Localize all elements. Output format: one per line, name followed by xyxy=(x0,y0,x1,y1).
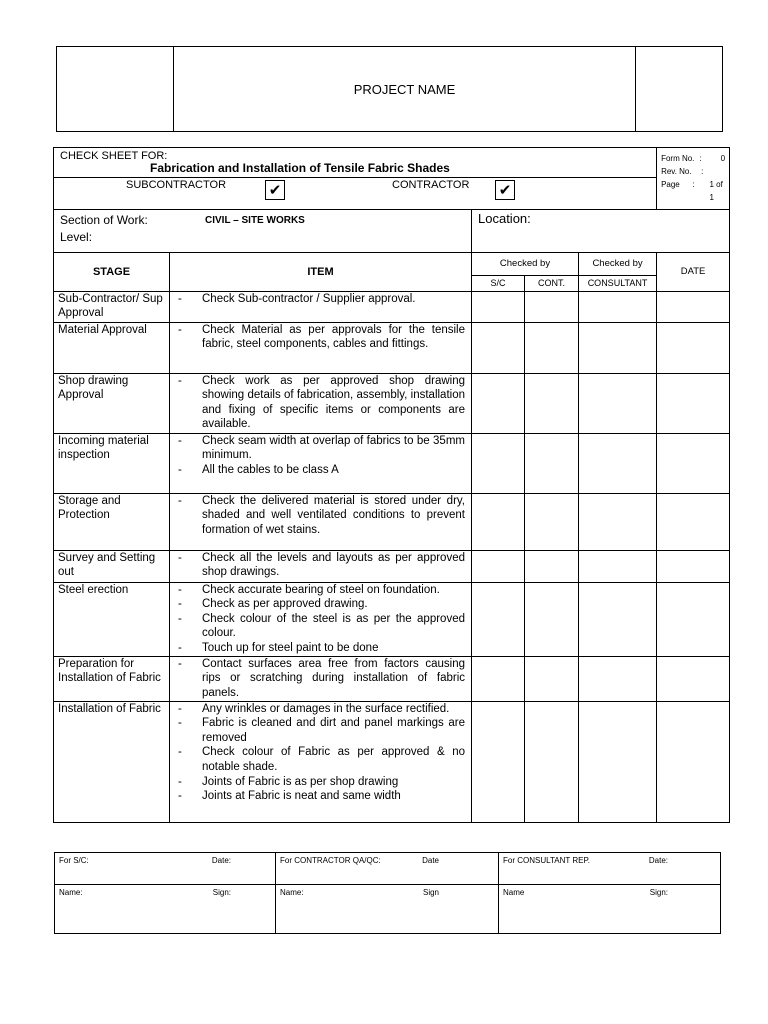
consultant-date-label: Date: xyxy=(648,856,668,865)
consultant-check-cell[interactable] xyxy=(579,656,657,701)
stage-cell: Survey and Setting out xyxy=(54,550,170,582)
sc-sign-label: Sign: xyxy=(212,888,231,897)
date-cell[interactable] xyxy=(657,291,730,322)
for-consultant-label: For CONSULTANT REP. xyxy=(503,856,590,865)
stage-cell: Steel erection xyxy=(54,582,170,656)
item-list xyxy=(178,374,465,432)
table-row xyxy=(54,433,730,493)
consultant-column-header: CONSULTANT xyxy=(579,276,657,292)
list-item xyxy=(178,292,465,307)
sc-check-cell[interactable] xyxy=(472,701,525,822)
date-cell[interactable] xyxy=(657,373,730,433)
list-item xyxy=(178,775,465,790)
sc-check-cell[interactable] xyxy=(472,656,525,701)
contractor-date-label: Date xyxy=(422,856,439,865)
table-row xyxy=(54,550,730,582)
level-label: Level: xyxy=(60,230,93,244)
consultant-check-cell[interactable] xyxy=(579,433,657,493)
consultant-check-cell[interactable] xyxy=(579,291,657,322)
table-row xyxy=(54,582,730,656)
table-row xyxy=(54,291,730,322)
check-sheet-for-cell xyxy=(54,148,657,178)
section-of-work-cell xyxy=(54,210,472,253)
list-item xyxy=(178,789,465,804)
table-row xyxy=(54,322,730,373)
item-text: Any wrinkles or damages in the surface rectified. xyxy=(202,702,450,715)
item-text: Check Sub-contractor / Supplier approval. xyxy=(202,292,416,305)
page-no-colon: : xyxy=(692,180,695,189)
stage-cell: Material Approval xyxy=(54,322,170,373)
subcontractor-label: SUBCONTRACTOR xyxy=(126,179,227,191)
check-sheet-for-label: CHECK SHEET FOR: xyxy=(60,150,168,162)
check-rows xyxy=(54,291,730,822)
signoff-sc-cell xyxy=(55,853,276,885)
item-text: Check work as per approved shop drawing showing details of fabrication, assembly, installation and fixing of specific items or components are available. xyxy=(202,374,465,431)
list-item xyxy=(178,745,465,774)
item-dash: - xyxy=(178,641,182,654)
list-item xyxy=(178,494,465,538)
checked-by-header: Checked by xyxy=(472,253,579,276)
item-cell xyxy=(170,582,472,656)
item-text: Check Material as per approvals for the tensile fabric, steel components, cables and fittings. xyxy=(202,323,465,351)
sc-column-header: S/C xyxy=(472,276,525,292)
item-cell xyxy=(170,373,472,433)
item-dash: - xyxy=(178,583,182,596)
item-dash: - xyxy=(178,494,182,507)
item-text: Check seam width at overlap of fabrics to be 35mm minimum. xyxy=(202,434,465,462)
item-text: Check colour of Fabric as per approved & no notable shade. xyxy=(202,746,465,773)
list-item xyxy=(178,612,465,641)
list-item xyxy=(178,463,465,478)
item-dash: - xyxy=(178,746,182,759)
item-list xyxy=(178,551,465,580)
form-no-value: 0 xyxy=(720,154,726,163)
form-no-colon: : xyxy=(699,154,702,163)
cont-column-header: CONT. xyxy=(525,276,579,292)
table-row xyxy=(54,373,730,433)
for-sc-label: For S/C: xyxy=(59,856,89,865)
section-of-work-label: Section of Work: xyxy=(60,213,148,227)
table-row xyxy=(54,701,730,822)
item-dash: - xyxy=(178,702,182,715)
list-item xyxy=(178,641,465,656)
consultant-sign-label: Sign: xyxy=(649,888,668,897)
sc-check-cell[interactable] xyxy=(472,373,525,433)
sc-check-cell[interactable] xyxy=(472,322,525,373)
item-list xyxy=(178,702,465,804)
item-column-header: ITEM xyxy=(170,253,472,292)
signoff-consultant-cell xyxy=(499,853,721,885)
section-of-work-value: CIVIL – SITE WORKS xyxy=(205,215,305,226)
item-text: Contact surfaces area free from factors causing rips or scratching during installation of fabric panels. xyxy=(202,657,465,699)
item-dash: - xyxy=(178,551,182,564)
item-text: Touch up for steel paint to be done xyxy=(202,641,379,654)
item-text: Check accurate bearing of steel on foundation. xyxy=(202,583,440,596)
page-no-label: Page xyxy=(661,180,680,189)
date-cell[interactable] xyxy=(657,582,730,656)
consultant-name-label: Name xyxy=(503,888,525,897)
logo-placeholder-right xyxy=(636,47,722,131)
list-item xyxy=(178,597,465,612)
date-cell[interactable] xyxy=(657,550,730,582)
list-item xyxy=(178,374,465,432)
stage-cell: Preparation for Installation of Fabric xyxy=(54,656,170,701)
cont-check-cell[interactable] xyxy=(525,373,579,433)
table-row xyxy=(54,656,730,701)
sc-name-label: Name: xyxy=(59,888,83,897)
item-list xyxy=(178,434,465,478)
rev-no-line xyxy=(661,165,725,178)
item-dash: - xyxy=(178,657,182,670)
item-list xyxy=(178,657,465,701)
check-sheet-title: Fabrication and Installation of Tensile Fabric Shades xyxy=(150,161,450,175)
sc-check-cell[interactable] xyxy=(472,433,525,493)
form-no-label: Form No. xyxy=(661,154,695,163)
sc-date-label: Date: xyxy=(211,856,231,865)
stage-cell: Installation of Fabric xyxy=(54,701,170,822)
contractor-name-label: Name: xyxy=(280,888,304,897)
date-cell[interactable] xyxy=(657,701,730,822)
item-text: Check as per approved drawing. xyxy=(202,598,368,611)
consultant-check-cell[interactable] xyxy=(579,701,657,822)
item-cell xyxy=(170,656,472,701)
cont-check-cell[interactable] xyxy=(525,656,579,701)
consultant-check-cell[interactable] xyxy=(579,550,657,582)
signoff-table xyxy=(54,852,721,934)
item-dash: - xyxy=(178,292,182,305)
consultant-check-cell[interactable] xyxy=(579,493,657,550)
party-checkbox-row xyxy=(54,178,657,210)
project-name: PROJECT NAME xyxy=(174,47,636,131)
item-dash: - xyxy=(178,612,182,625)
cont-check-cell[interactable] xyxy=(525,701,579,822)
stage-column-header: STAGE xyxy=(54,253,170,292)
cont-check-cell[interactable] xyxy=(525,291,579,322)
checked-by-consultant-header: Checked by xyxy=(579,253,657,276)
item-cell xyxy=(170,291,472,322)
signoff-sc-name-cell xyxy=(55,885,276,934)
item-dash: - xyxy=(178,717,182,730)
form-info-cell xyxy=(657,148,730,210)
cont-check-cell[interactable] xyxy=(525,433,579,493)
date-cell[interactable] xyxy=(657,493,730,550)
page-no-value: 1 of 1 xyxy=(709,180,723,202)
item-dash: - xyxy=(178,790,182,803)
item-cell xyxy=(170,493,472,550)
item-text: Check all the levels and layouts as per approved shop drawings. xyxy=(202,551,465,579)
rev-no-label: Rev. No. xyxy=(661,167,692,176)
stage-cell: Sub-Contractor/ Sup Approval xyxy=(54,291,170,322)
sc-check-cell[interactable] xyxy=(472,550,525,582)
date-column-header: DATE xyxy=(657,253,730,292)
item-text: Joints at Fabric is neat and same width xyxy=(202,790,401,803)
signoff-contractor-cell xyxy=(276,853,499,885)
item-dash: - xyxy=(178,598,182,611)
item-cell xyxy=(170,550,472,582)
for-contractor-label: For CONTRACTOR QA/QC: xyxy=(280,856,381,865)
item-cell xyxy=(170,322,472,373)
rev-no-colon: : xyxy=(701,167,704,176)
check-sheet-table xyxy=(53,147,730,823)
item-text: Joints of Fabric is as per shop drawing xyxy=(202,775,399,788)
item-cell xyxy=(170,433,472,493)
location-label: Location: xyxy=(478,211,531,226)
item-dash: - xyxy=(178,775,182,788)
date-cell[interactable] xyxy=(657,433,730,493)
contractor-sign-label: Sign xyxy=(422,888,439,897)
signoff-consultant-name-cell xyxy=(499,885,721,934)
cont-check-cell[interactable] xyxy=(525,493,579,550)
sc-check-cell[interactable] xyxy=(472,291,525,322)
item-cell xyxy=(170,701,472,822)
cont-check-cell[interactable] xyxy=(525,582,579,656)
list-item xyxy=(178,551,465,580)
item-dash: - xyxy=(178,434,182,447)
stage-cell: Shop drawing Approval xyxy=(54,373,170,433)
cont-check-cell[interactable] xyxy=(525,550,579,582)
list-item xyxy=(178,716,465,745)
item-text: Fabric is cleaned and dirt and panel markings are removed xyxy=(202,717,465,744)
project-header xyxy=(56,46,723,132)
location-cell xyxy=(472,210,730,253)
item-text: Check colour of the steel is as per the approved colour. xyxy=(202,612,465,640)
list-item xyxy=(178,323,465,352)
consultant-check-cell[interactable] xyxy=(579,582,657,656)
form-no-line xyxy=(661,152,725,165)
consultant-check-cell[interactable] xyxy=(579,373,657,433)
signoff-contractor-name-cell xyxy=(276,885,499,934)
stage-cell: Incoming material inspection xyxy=(54,433,170,493)
date-cell[interactable] xyxy=(657,656,730,701)
sc-check-cell[interactable] xyxy=(472,493,525,550)
contractor-checkbox[interactable]: ✔ xyxy=(495,180,515,200)
date-cell[interactable] xyxy=(657,322,730,373)
page-no-line xyxy=(661,178,725,204)
subcontractor-checkbox[interactable]: ✔ xyxy=(265,180,285,200)
logo-placeholder-left xyxy=(57,47,174,131)
item-dash: - xyxy=(178,374,182,387)
item-list xyxy=(178,323,465,352)
item-text: All the cables to be class A xyxy=(202,463,339,476)
table-row xyxy=(54,493,730,550)
list-item xyxy=(178,657,465,701)
item-list xyxy=(178,583,465,656)
item-text: Check the delivered material is stored under dry, shaded and well ventilated conditions to prevent formation of wet stains. xyxy=(202,494,465,536)
item-list xyxy=(178,494,465,538)
contractor-label: CONTRACTOR xyxy=(392,179,470,191)
item-dash: - xyxy=(178,323,182,336)
list-item xyxy=(178,702,465,717)
consultant-check-cell[interactable] xyxy=(579,322,657,373)
item-list xyxy=(178,292,465,307)
list-item xyxy=(178,583,465,598)
cont-check-cell[interactable] xyxy=(525,322,579,373)
list-item xyxy=(178,434,465,463)
stage-cell: Storage and Protection xyxy=(54,493,170,550)
sc-check-cell[interactable] xyxy=(472,582,525,656)
item-dash: - xyxy=(178,463,182,476)
